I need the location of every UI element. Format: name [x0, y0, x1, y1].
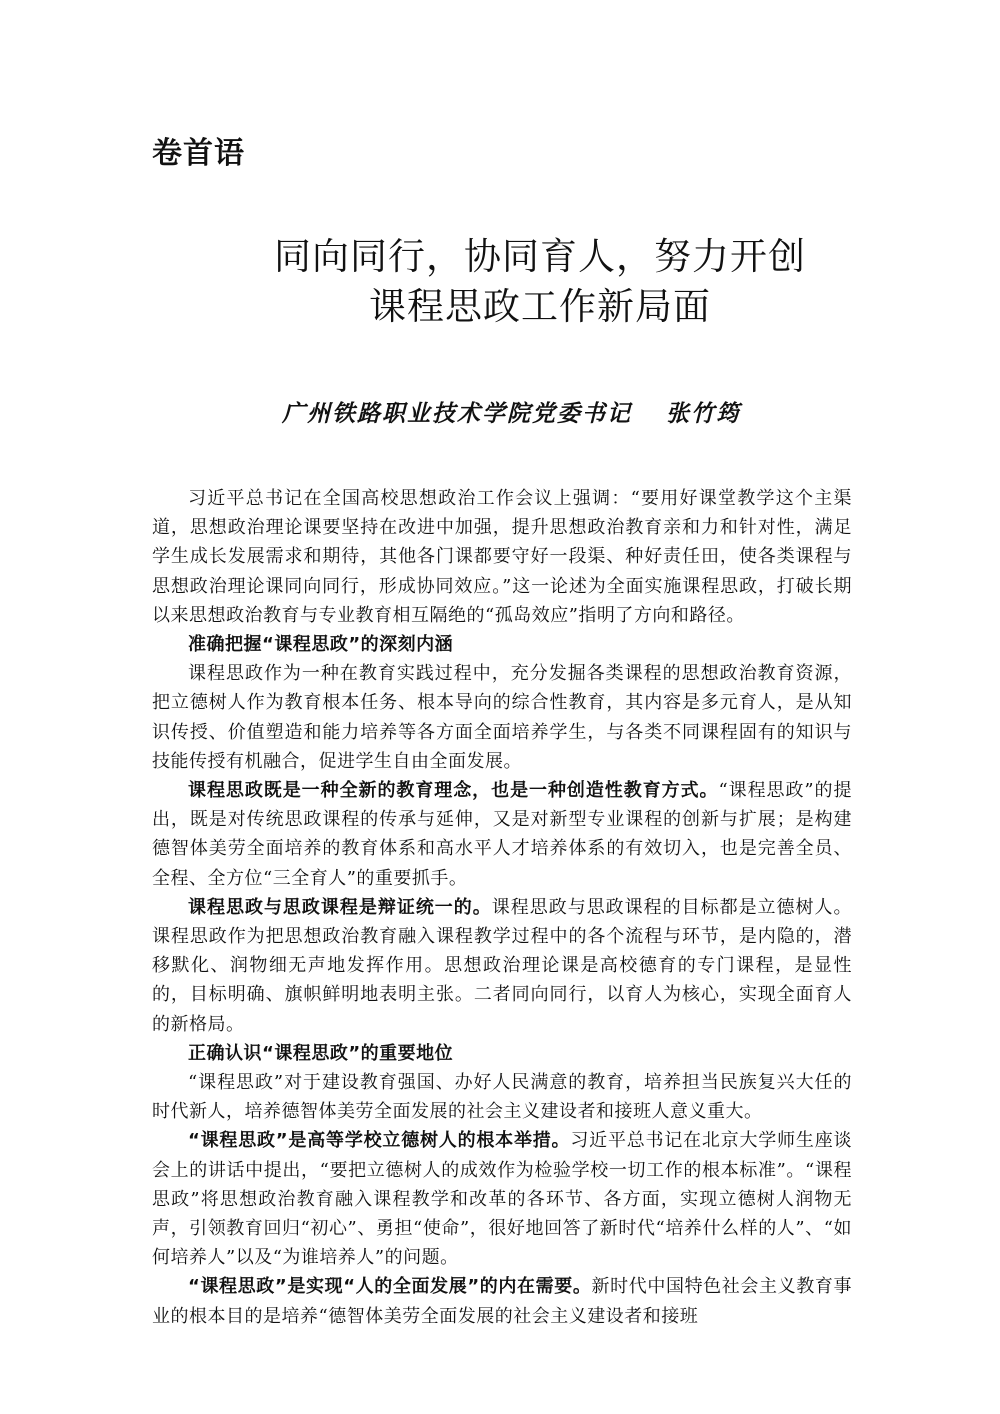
paragraph-4-text: 课程思政与思政课程的目标都是立德树人。课程思政作为把思想政治教育融入课程教学过程中的各个流程与环节，是内隐的，潜移默化、润物细无声地发挥作用。思想政治理论课是高校德育的专门课程，是显性的，目标明确、旗帜鲜明地表明主张。二者同向同行，以育人为核心，实现全面育人的新格局。: [152, 896, 852, 1035]
paragraph-4: [152, 893, 852, 1039]
paragraph-3-lead: 课程思政既是一种全新的教育理念，也是一种创造性教育方式。: [188, 780, 719, 802]
paragraph-6: [152, 1126, 852, 1272]
subheading-2: 正确认识“课程思政”的重要地位: [188, 1042, 454, 1064]
paragraph-7-text: 新时代中国特色社会主义教育事业的根本目的是培养“德智体美劳全面发展的社会主义建设者和接班: [152, 1276, 852, 1327]
paragraph-5: “课程思政”对于建设教育强国、办好人民满意的教育，培养担当民族复兴大任的时代新人，培养德智体美劳全面发展的社会主义建设者和接班人意义重大。: [152, 1072, 852, 1123]
paragraph-3: [152, 776, 852, 893]
article-title: [150, 232, 930, 332]
paragraph-6-text: 习近平总书记在北京大学师生座谈会上的讲话中提出，“要把立德树人的成效作为检验学校一切工作的根本标准”。“课程思政”将思想政治教育融入课程教学和改革的各环节、各方面，实现立德树人润物无声，引领教育回归“初心”、勇担“使命”，很好地回答了新时代“培养什么样的人”、“如何培养人”以及“为谁培养人”的问题。: [152, 1130, 852, 1269]
author-byline: [282, 395, 741, 428]
paragraph-7: [152, 1272, 852, 1330]
subheading-1: 准确把握“课程思政”的深刻内涵: [188, 634, 454, 656]
section-label: 卷首语: [152, 136, 245, 171]
paragraph-7-lead: “课程思政”是实现“人的全面发展”的内在需要。: [188, 1276, 592, 1298]
paragraph-6-lead: “课程思政”是高等学校立德树人的根本举措。: [188, 1130, 571, 1152]
author-affiliation: 广州铁路职业技术学院党委书记: [282, 400, 632, 427]
title-line-1: 同向同行，协同育人，努力开创: [274, 235, 806, 278]
paragraph-4-lead: 课程思政与思政课程是辩证统一的。: [188, 896, 492, 918]
article-body: [152, 484, 852, 1331]
author-name: 张竹筠: [666, 400, 741, 427]
paragraph-2: 课程思政作为一种在教育实践过程中，充分发掘各类课程的思想政治教育资源，把立德树人作为教育根本任务、根本导向的综合性教育，其内容是多元育人，是从知识传授、价值塑造和能力培养等各方面全面培养学生，与各类不同课程固有的知识与技能传授有机融合，促进学生自由全面发展。: [152, 663, 852, 772]
title-line-2: 课程思政工作新局面: [369, 285, 711, 328]
paragraph-3-text: “课程思政”的提出，既是对传统思政课程的传承与延伸，又是对新型专业课程的创新与扩展；是构建德智体美劳全面培养的教育体系和高水平人才培养体系的有效切入，也是完善全员、全程、全方位“三全育人”的重要抓手。: [152, 780, 853, 889]
paragraph-1: 习近平总书记在全国高校思想政治工作会议上强调：“要用好课堂教学这个主渠道，思想政治理论课要坚持在改进中加强，提升思想政治教育亲和力和针对性，满足学生成长发展需求和期待，其他各门课都要守好一段渠、种好责任田，使各类课程与思想政治理论课同向同行，形成协同效应。”这一论述为全面实施课程思政，打破长期以来思想政治教育与专业教育相互隔绝的“孤岛效应”指明了方向和路径。: [152, 488, 852, 626]
